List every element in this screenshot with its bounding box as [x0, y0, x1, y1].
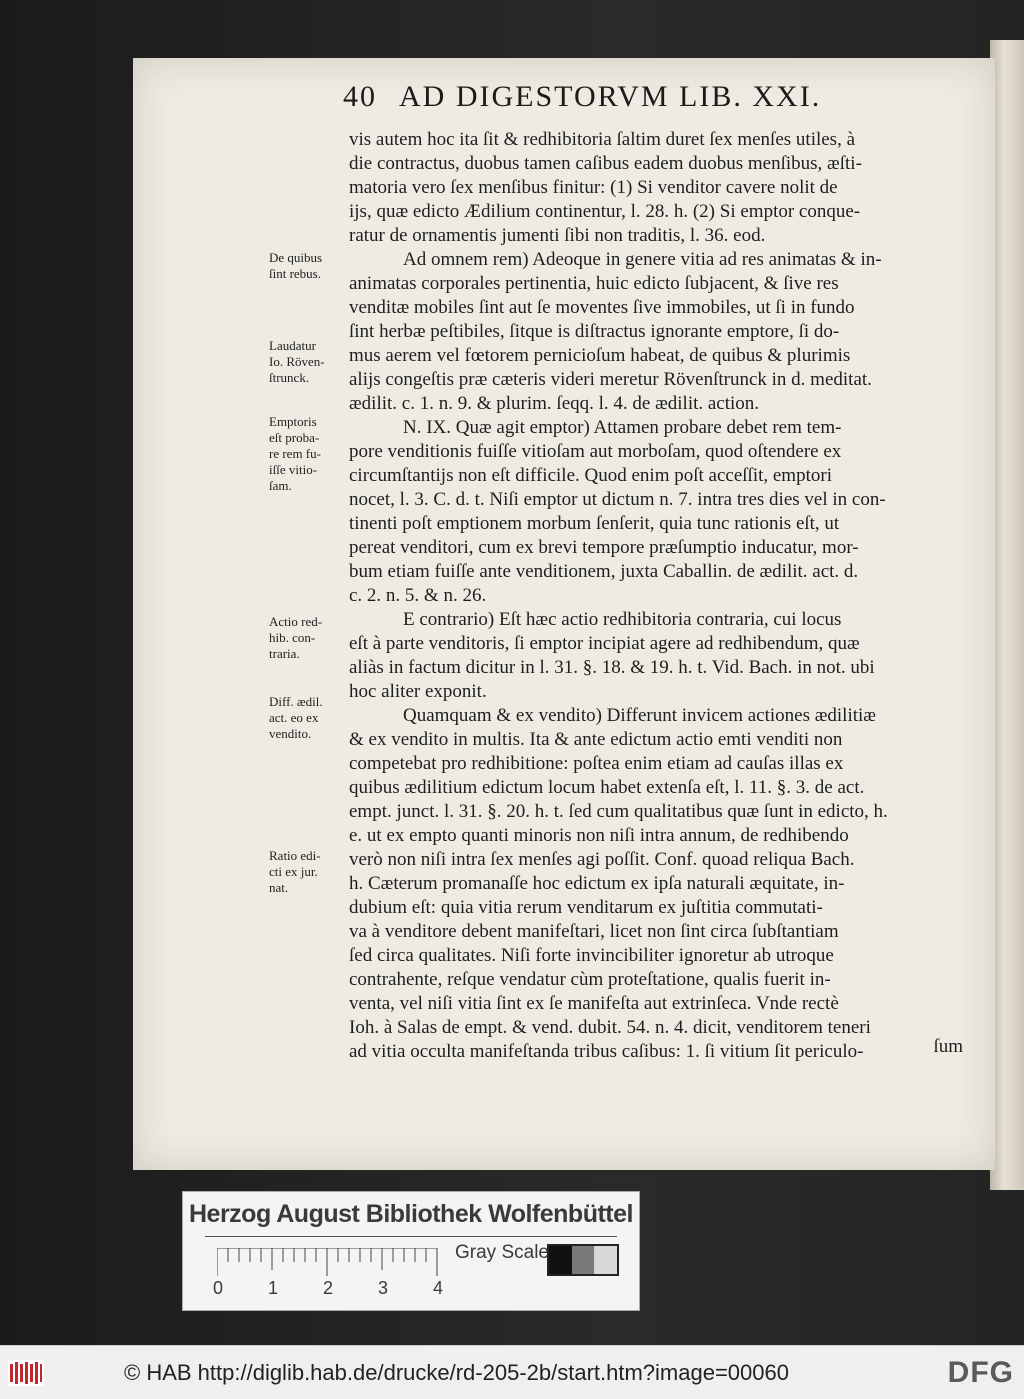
text-line: e. ut ex empto quanti minoris non niſi intra annum, de redhibendo: [349, 825, 849, 846]
text-line: alijs congeſtis præ cæteris videri meretur Rövenſtrunck in d. meditat.: [349, 369, 872, 390]
text-line: matoria vero ſex menſibus finitur: (1) Si venditor cavere nolit de: [349, 177, 838, 198]
page-number: 40: [343, 80, 377, 113]
hab-logo-icon: [8, 1360, 44, 1386]
dfg-logo: DFG: [947, 1356, 1014, 1389]
text-line: circumſtantijs non eſt difficile. Quod enim poſt acceſſit, emptori: [349, 465, 832, 486]
margin-note: De quibus ſint rebus.: [269, 250, 323, 281]
text-line: pereat venditori, cum ex brevi tempore præſumptio inducatur, mor-: [349, 537, 859, 558]
text-line: animatas corporales pertinentia, huic edicto ſubjacent, & ſive res: [349, 273, 839, 294]
text-line: nocet, l. 3. C. d. t. Niſi emptor ut dictum n. 7. intra tres dies vel in con-: [349, 489, 886, 510]
text-line: va à venditore debent manifeſtari, licet non ſint circa ſubſtantiam: [349, 921, 839, 942]
text-line: venditæ mobiles ſint aut ſe moventes ſive immobiles, ut ſi in fundo: [349, 297, 855, 318]
page-header: [343, 80, 963, 114]
text-line: & ex vendito in multis. Ita & ante edictum actio emti venditi non: [349, 729, 843, 750]
text-line: verò non niſi intra ſex menſes agi poſſit. Conf. quoad reliqua Bach.: [349, 849, 855, 870]
text-line: vis autem hoc ita ſit & redhibitoria ſaltim duret ſex menſes utiles, à: [349, 129, 856, 150]
color-calibration-card: [182, 1191, 640, 1311]
gray-scale-swatches: [547, 1244, 619, 1276]
text-line: ad vitia occulta manifeſtanda tribus caſibus: 1. ſi vitium ſit periculo-: [349, 1041, 864, 1062]
swatch-black: [549, 1246, 572, 1274]
text-line: h. Cæterum promanaſſe hoc edictum ex ipſa naturali æquitate, in-: [349, 873, 845, 894]
text-line: ratur de ornamentis jumenti ſibi non traditis, l. 36. eod.: [349, 225, 766, 246]
ruler-number: 3: [378, 1278, 389, 1298]
gray-scale-label: Gray Scale: [455, 1242, 549, 1263]
text-line: aliàs in factum dicitur in l. 31. §. 18. & 19. h. t. Vid. Bach. in not. ubi: [349, 657, 875, 678]
copyright-link[interactable]: © HAB http://diglib.hab.de/drucke/rd-205-2b/start.htm?image=00060: [124, 1360, 789, 1385]
text-line: contrahente, reſque vendatur cùm proteſtatione, qualis fuerit in-: [349, 969, 831, 990]
text-line: Ioh. à Salas de empt. & vend. dubit. 54. n. 4. dicit, venditorem teneri: [349, 1017, 871, 1038]
footer-bar: [0, 1345, 1024, 1399]
margin-note: Actio red- hib. con- traria.: [269, 614, 323, 661]
text-line: c. 2. n. 5. & n. 26.: [349, 585, 487, 606]
catchword: ſum: [933, 1036, 963, 1057]
running-title: AD DIGESTORVM LIB. XXI.: [399, 80, 822, 113]
text-line: E contrario) Eſt hæc actio redhibitoria contraria, cui locus: [403, 609, 842, 630]
ruler-scale: [217, 1248, 447, 1280]
text-line: die contractus, duobus tamen caſibus eadem duobus menſibus, æſti-: [349, 153, 862, 174]
text-line: empt. junct. l. 31. §. 20. h. t. ſed cum qualitatibus quæ ſunt in edicto, h.: [349, 801, 888, 822]
text-line: bum etiam fuiſſe ante venditionem, juxta Caballin. de ædilit. act. d.: [349, 561, 859, 582]
text-line: Ad omnem rem) Adeoque in genere vitia ad res animatas & in-: [403, 249, 882, 270]
swatch-gray: [572, 1246, 595, 1274]
text-line: mus aerem vel fœtorem pernicioſum habeat, de quibus & plurimis: [349, 345, 851, 366]
ruler-number: 1: [268, 1278, 279, 1298]
text-line: ſint herbæ peſtibiles, ſitque is diſtractus ignorante emptore, ſi do-: [349, 321, 840, 342]
text-line: ijs, quæ edicto Ædilium continentur, l. 28. h. (2) Si emptor conque-: [349, 201, 861, 222]
library-name: Herzog August Bibliothek Wolfenbüttel: [189, 1200, 633, 1228]
ruler-number: 4: [433, 1278, 444, 1298]
ruler-number: 2: [323, 1278, 334, 1298]
text-line: Quamquam & ex vendito) Differunt invicem actiones ædilitiæ: [403, 705, 876, 726]
ruler-number: 0: [213, 1278, 224, 1298]
book-page: [133, 58, 995, 1170]
card-divider: [205, 1236, 617, 1237]
text-line: tinenti poſt emptionem morbum ſenſerit, quia tunc rationis eſt, ut: [349, 513, 840, 534]
text-line: venta, vel niſi vitia ſint ex ſe manifeſta aut extrinſeca. Vnde rectè: [349, 993, 839, 1014]
text-line: N. IX. Quæ agit emptor) Attamen probare debet rem tem-: [403, 417, 842, 438]
text-line: hoc aliter exponit.: [349, 681, 487, 702]
text-line: eſt à parte venditoris, ſi emptor incipiat agere ad redhibendum, quæ: [349, 633, 860, 654]
swatch-light: [594, 1246, 617, 1274]
margin-note: Diff. ædil. act. eo ex vendito.: [269, 694, 323, 741]
text-line: quibus ædilitium edictum locum habet extenſa eſt, l. 11. §. 3. de act.: [349, 777, 865, 798]
text-line: ſed circa qualitates. Niſi forte invincibiliter ignoretur ab utroque: [349, 945, 834, 966]
text-line: ædilit. c. 1. n. 9. & plurim. ſeqq. l. 4. de ædilit. action.: [349, 393, 760, 414]
text-line: dubium eſt: quia vitia rerum venditarum ex juſtitia commutati-: [349, 897, 823, 918]
margin-note: Emptoris eſt proba- re rem fu- iſſe vitio- ſam.: [269, 414, 321, 493]
text-line: pore venditionis fuiſſe vitioſam aut morboſam, quod oſtendere ex: [349, 441, 842, 462]
margin-note: Laudatur Io. Röven- ſtrunck.: [269, 338, 325, 385]
text-line: competebat pro redhibitione: poſtea enim etiam ad cauſas illas ex: [349, 753, 844, 774]
margin-note: Ratio edi- cti ex jur. nat.: [269, 848, 321, 895]
